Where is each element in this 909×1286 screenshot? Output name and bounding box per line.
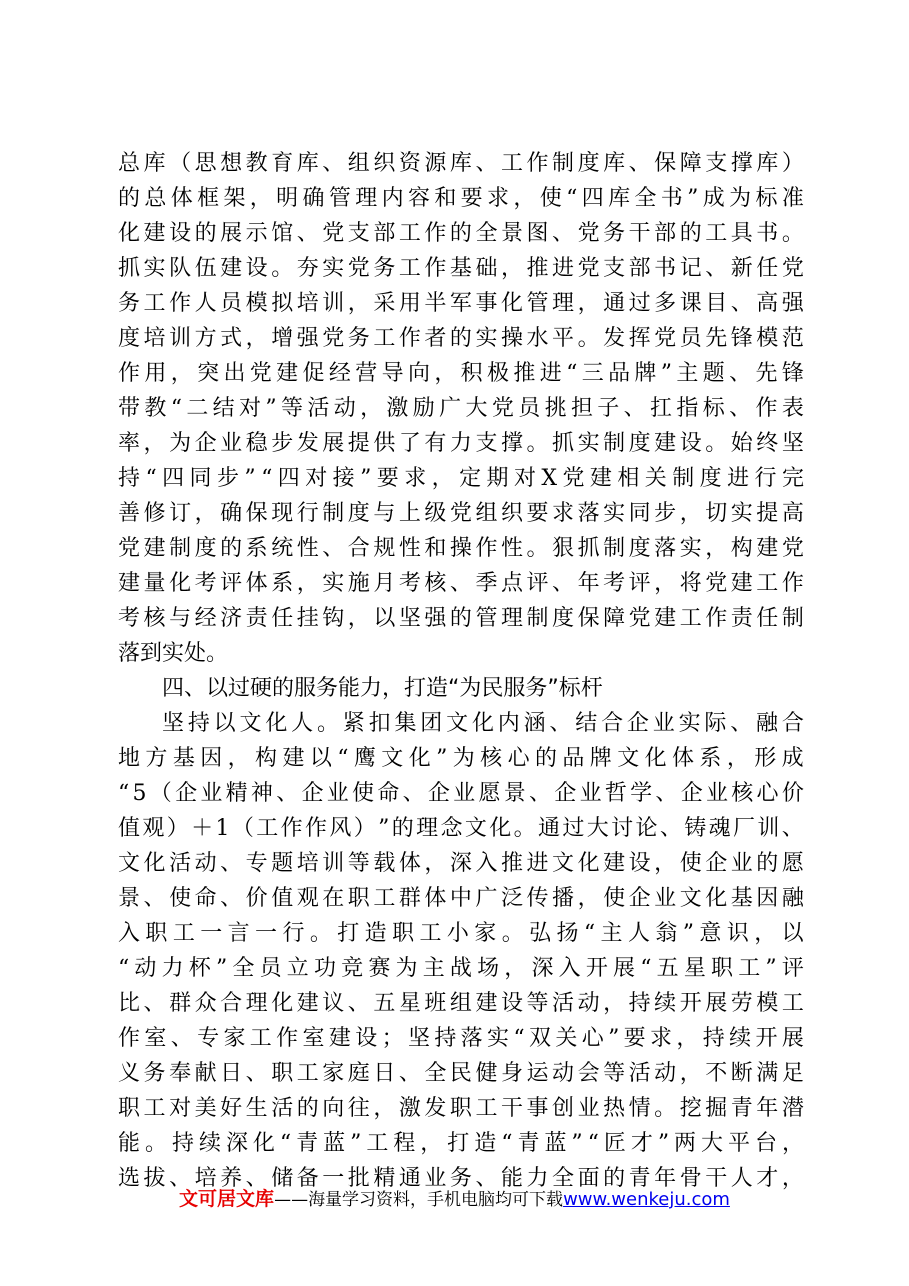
text-line: 考 核 与 经 济 责 任 挂 钩 ， 以 坚 强 的 管 理 制 度 保 障 党 建 工 作 责 任 制: [118, 606, 804, 631]
text-line: 坚 持 以 文 化 人 。 紧 扣 集 团 文 化 内 涵 、 结 合 企 业 实 际 、 融 合: [162, 711, 804, 736]
text-line: 务 工 作 人 员 模 拟 培 训 ， 采 用 半 军 事 化 管 理 ， 通 过 多 课 目 、 高 强: [118, 291, 804, 316]
section-heading: 四、以过硬的服务能力，打造“为民服务”标杆: [162, 676, 603, 701]
text-line: 景 、 使 命 、 价 值 观 在 职 工 群 体 中 广 泛 传 播 ， 使 企 业 文 化 基 因 融: [118, 886, 804, 911]
text-line: 率 ， 为 企 业 稳 步 发 展 提 供 了 有 力 支 撑 。 抓 实 制 度 建 设 。 始 终 坚: [118, 431, 804, 456]
text-line: 入 职 工 一 言 一 行 。 打 造 职 工 小 家 。 弘 扬 “ 主 人 翁 ” 意 识 ， 以: [118, 921, 804, 946]
text-line: “ 5 （ 企 业 精 神 、 企 业 使 命 、 企 业 愿 景 、 企 业 哲 学 、 企 业 核 心 价: [118, 781, 804, 806]
text-line: 度 培 训 方 式 ， 增 强 党 务 工 作 者 的 实 操 水 平 。 发 挥 党 员 先 锋 模 范: [118, 326, 804, 351]
text-line: 落到实处。: [118, 641, 229, 666]
text-line: 化 建 设 的 展 示 馆 、 党 支 部 工 作 的 全 景 图 、 党 务 干 部 的 工 具 书 。: [118, 221, 804, 246]
section-paragraph: [118, 706, 804, 1196]
text-line: 的 总 体 框 架 ， 明 确 管 理 内 容 和 要 求 ， 使 “ 四 库 全 书 ” 成 为 标 准: [118, 186, 804, 211]
text-line: 义 务 奉 献 日 、 职 工 家 庭 日 、 全 民 健 身 运 动 会 等 活 动 ， 不 断 满 足: [118, 1061, 804, 1086]
body-paragraph: [118, 146, 804, 671]
text-line: 作 用 ， 突 出 党 建 促 经 营 导 向 ， 积 极 推 进 “ 三 品 牌 ” 主 题 、 先 锋: [118, 361, 804, 386]
text-line: 抓 实 队 伍 建 设 。 夯 实 党 务 工 作 基 础 ， 推 进 党 支 部 书 记 、 新 任 党: [118, 256, 804, 281]
text-line: “ 动 力 杯 ” 全 员 立 功 竞 赛 为 主 战 场 ， 深 入 开 展 “ 五 星 职 工 ” 评: [118, 956, 804, 981]
text-line: 能 。 持 续 深 化 “ 青 蓝 ” 工 程 ， 打 造 “ 青 蓝 ” “ 匠 才 ” 两 大 平 台 ，: [118, 1131, 804, 1156]
text-line: 带 教 “ 二 结 对 ” 等 活 动 ， 激 励 广 大 党 员 挑 担 子 、 扛 指 标 、 作 表: [118, 396, 804, 421]
text-line: 比 、 群 众 合 理 化 建 议 、 五 星 班 组 建 设 等 活 动 ， 持 续 开 展 劳 模 工: [118, 991, 804, 1016]
document-body: [118, 146, 804, 1196]
footer-url-link[interactable]: www.wenkeju.com: [563, 1189, 730, 1210]
footer-brand: 文可居文库: [179, 1188, 275, 1210]
text-line: 善 修 订 ， 确 保 现 行 制 度 与 上 级 党 组 织 要 求 落 实 同 步 ， 切 实 提 高: [118, 501, 804, 526]
text-line: 建 量 化 考 评 体 系 ， 实 施 月 考 核 、 季 点 评 、 年 考 评 ， 将 党 建 工 作: [118, 571, 804, 596]
text-line: 选 拔 、 培 养 、 储 备 一 批 精 通 业 务 、 能 力 全 面 的 青 年 骨 干 人 才 ，: [118, 1166, 804, 1191]
text-line: 值 观 ） ＋ 1 （ 工 作 作 风 ） ” 的 理 念 文 化 。 通 过 大 讨 论 、 铸 魂 厂 训 、: [118, 816, 804, 841]
text-line: 党 建 制 度 的 系 统 性 、 合 规 性 和 操 作 性 。 狠 抓 制 度 落 实 ， 构 建 党: [118, 536, 804, 561]
footer-banner: [0, 1184, 909, 1211]
footer-tagline: ——海量学习资料，手机电脑均可下载: [274, 1190, 564, 1210]
text-line: 地 方 基 因 ， 构 建 以 “ 鹰 文 化 ” 为 核 心 的 品 牌 文 化 体 系 ， 形 成: [118, 746, 804, 771]
text-line: 持 “ 四 同 步 ” “ 四 对 接 ” 要 求 ， 定 期 对 X 党 建 相 关 制 度 进 行 完: [118, 466, 804, 491]
text-line: 职 工 对 美 好 生 活 的 向 往 ， 激 发 职 工 干 事 创 业 热 情 。 挖 掘 青 年 潜: [118, 1096, 804, 1121]
text-line: 作 室 、 专 家 工 作 室 建 设 ； 坚 持 落 实 “ 双 关 心 ” 要 求 ， 持 续 开 展: [118, 1026, 804, 1051]
text-line: 总 库 （ 思 想 教 育 库 、 组 织 资 源 库 、 工 作 制 度 库 、 保 障 支 撑 库 ）: [118, 151, 804, 176]
text-line: 文 化 活 动 、 专 题 培 训 等 载 体 ， 深 入 推 进 文 化 建 设 ， 使 企 业 的 愿: [118, 851, 804, 876]
